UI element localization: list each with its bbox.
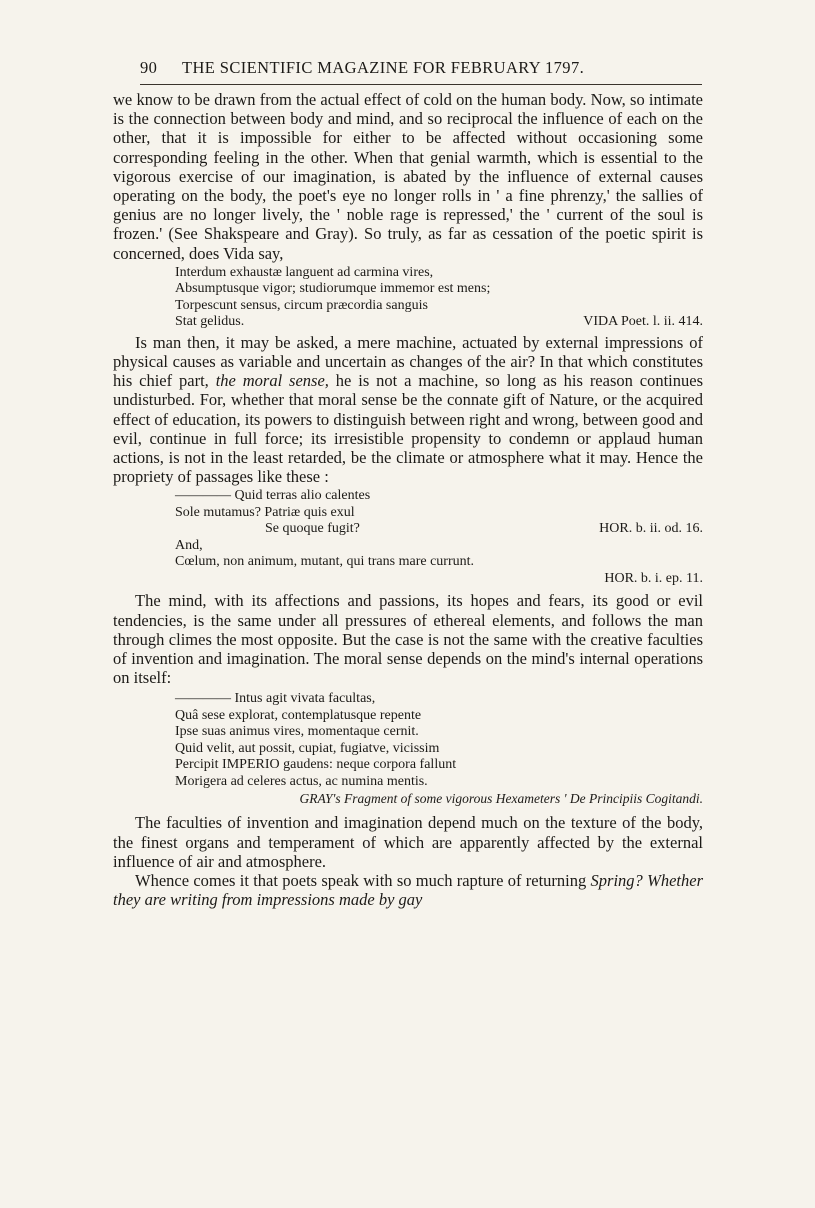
- verse-line: Cœlum, non animum, mutant, qui trans mare currunt.: [175, 554, 475, 570]
- paragraph-4: The faculties of invention and imagination depend much on the texture of the body, the finest organs and temperament of which are apparently affected by the external influence of air and atmosphere.: [113, 813, 703, 871]
- verse-line: Stat gelidus.: [175, 314, 245, 330]
- verse-line: Interdum exhaustæ languent ad carmina vires,: [175, 264, 434, 280]
- verse-and: And,: [175, 537, 203, 553]
- page-number: 90: [140, 58, 158, 77]
- verse-line: Sole mutamus? Patriæ quis exul: [175, 504, 355, 520]
- verse-line: ———— Quid terras alio calentes: [175, 488, 371, 504]
- paragraph-2-text: Is man then, it may be asked, a mere machine, actuated by external impressions of physical causes as variable and uncertain as changes of the air? In that which constitutes his chief part,: [113, 332, 703, 391]
- verse-last-row: [175, 314, 703, 331]
- quote-vida: [175, 265, 703, 331]
- verse-row: [175, 521, 703, 538]
- citation-gray: GRAY's Fragment of some vigorous Hexameters ' De Principiis Cogitandi.: [299, 791, 703, 807]
- verse-line: Absumptusque vigor; studiorumque immemor est mens;: [175, 281, 491, 297]
- header-title: THE SCIENTIFIC MAGAZINE FOR FEBRUARY 1797.: [182, 58, 585, 77]
- verse-line: Se quoque fugit?: [265, 521, 360, 537]
- citation-vida: VIDA Poet. l. ii. 414.: [583, 314, 703, 330]
- running-header: [140, 58, 700, 78]
- quote-horace: [175, 488, 703, 587]
- paragraph-5-italic: Spring? Whether they are writing from impressions made by gay: [113, 871, 703, 910]
- citation-horace-ode: HOR. b. ii. od. 16.: [599, 521, 703, 537]
- paragraph-2-text-end: he is not a machine, so long as his reason continues undisturbed. For, whether that moral sense be the connate gift of Nature, or the acquired effect of education, its powers to distinguish between right and wrong, between good and evil, continue in full force; its irresistible propensity to condemn or applaud human actions, is not in the least retarded, be the climate or atmosphere what it may. Hence the propriety of passages like these :: [113, 371, 704, 487]
- paragraph-2: [113, 333, 703, 487]
- verse-line: Torpescunt sensus, circum præcordia sanguis: [175, 297, 428, 313]
- paragraph-5: [113, 871, 703, 909]
- verse-line: ———— Intus agit vivata facultas,: [175, 691, 376, 707]
- paragraph-3: The mind, with its affections and passions, its hopes and fears, its good or evil tendencies, is the same under all pressures of ethereal elements, and follows the man through climes the most opposite. But the case is not the same with the creative faculties of invention and imagination. The moral sense depends on the mind's internal operations on itself:: [113, 591, 703, 688]
- header-rule: [140, 84, 702, 85]
- paragraph-5-text: Whence comes it that poets speak with so much rapture of returning: [135, 871, 591, 891]
- paragraph-2-italic: the moral sense,: [215, 371, 329, 391]
- verse-line: Ipse suas animus vires, momentaque cernit.: [175, 724, 419, 740]
- verse-line: Quid velit, aut possit, cupiat, fugiatve, vicissim: [175, 740, 440, 756]
- citation-horace-epistle: HOR. b. i. ep. 11.: [604, 570, 703, 586]
- verse-line: Morigera ad celeres actus, ac numina mentis.: [175, 773, 428, 789]
- paragraph-1: we know to be drawn from the actual effect of cold on the human body. Now, so intimate is the connection between body and mind, and so reciprocal the influence of each on the other, that it is impossible for either to be affected without occasioning some corresponding feeling in the other. When that genial warmth, which is essential to the vigorous exercise of our imagination, is abated by the influence of external causes operating on the body, the poet's eye no longer rolls in ' a fine phrenzy,' the sallies of genius are no longer lively, the ' noble rage is repressed,' the ' current of the soul is frozen.' (See Shakspeare and Gray). So truly, as far as cessation of the poetic spirit is concerned, does Vida say,: [113, 90, 703, 263]
- quote-gray: [175, 691, 703, 790]
- article-body: [113, 90, 703, 909]
- verse-line: Percipit IMPERIO gaudens: neque corpora fallunt: [175, 757, 457, 773]
- verse-line: Quâ sese explorat, contemplatusque repente: [175, 707, 422, 723]
